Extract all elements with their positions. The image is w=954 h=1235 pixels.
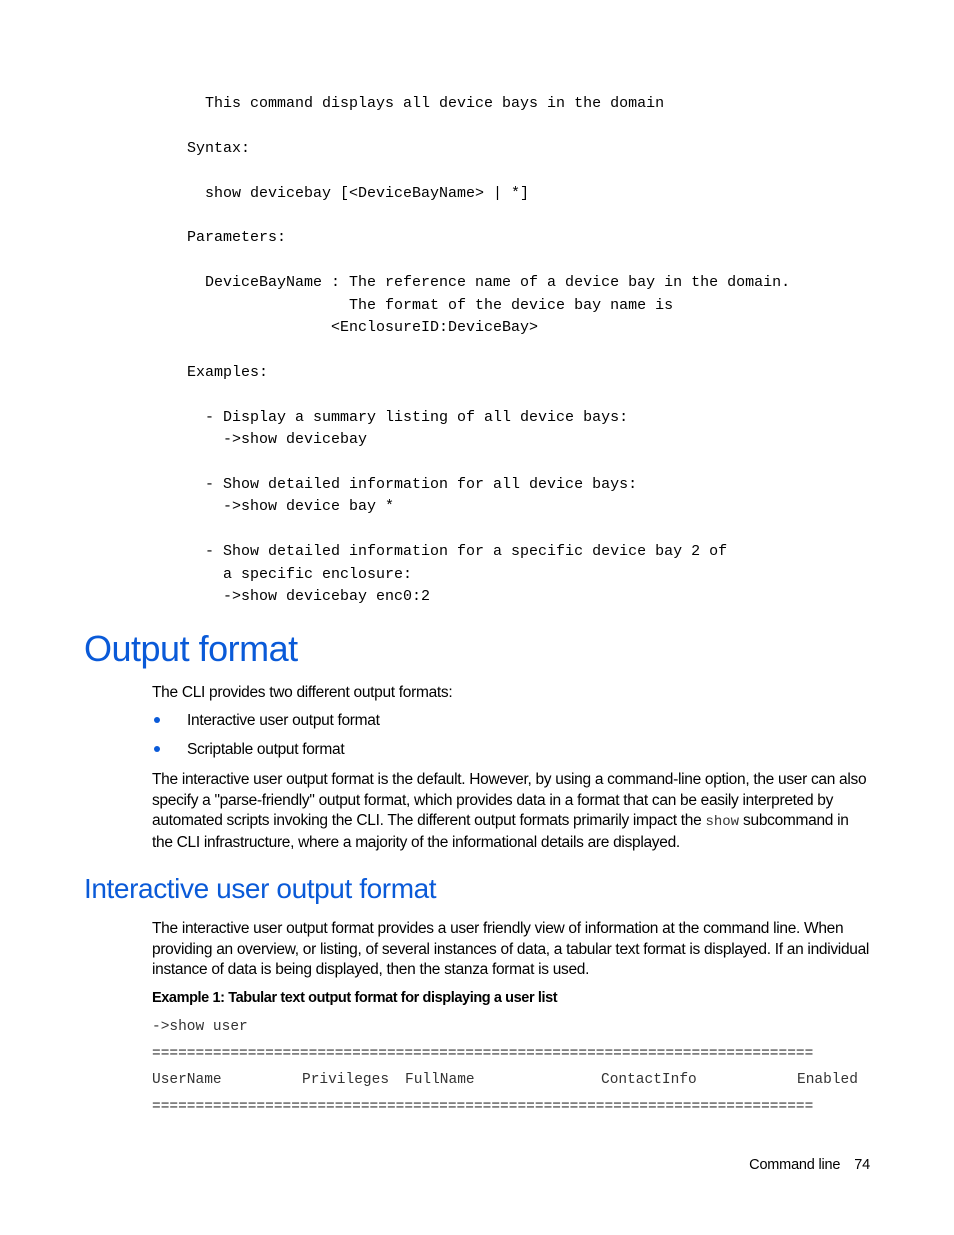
column-header-fullname: FullName [405, 1072, 475, 1088]
column-header-privileges: Privileges [302, 1072, 390, 1088]
page-footer [749, 1157, 870, 1173]
code-line: ->show device bay * [187, 498, 395, 516]
code-line: a specific enclosure: [187, 565, 413, 583]
code-line: The format of the device bay name is [187, 296, 674, 314]
user-table-header [0, 1072, 954, 1094]
column-header-username: UserName [152, 1072, 222, 1088]
code-line: ->show devicebay [187, 431, 368, 449]
code-line: - Display a summary listing of all device bays: [187, 408, 629, 426]
interactive-output-paragraph: The interactive user output format provides a user friendly view of information at the command line. When providing an overview, or listing, of several instances of data, a tabular text format is displayed. If an individual instance of data is being displayed, then the stanza format is used. [152, 920, 870, 978]
table-separator-top: ============================================================================ [152, 1046, 814, 1062]
table-separator-bottom: ============================================================================ [152, 1099, 814, 1115]
bullet-icon [154, 717, 160, 723]
column-header-enabled: Enabled [797, 1072, 858, 1088]
interactive-output-heading: Interactive user output format [84, 873, 437, 904]
code-line: - Show detailed information for a specific device bay 2 of [187, 543, 728, 561]
code-line: Examples: [187, 363, 269, 381]
output-format-intro: The CLI provides two different output formats: [152, 684, 453, 701]
code-line: - Show detailed information for all device bays: [187, 475, 638, 493]
code-line: <EnclosureID:DeviceBay> [187, 319, 539, 337]
paragraph-text: subcommand in the CLI infrastructure, where a majority of the informational details are displayed. [152, 812, 849, 851]
code-line: Parameters: [187, 229, 287, 247]
footer-section-title: Command line [749, 1157, 841, 1173]
command-help-code-block [187, 93, 790, 608]
column-header-contactinfo: ContactInfo [601, 1072, 697, 1088]
list-item-label: Scriptable output format [187, 741, 345, 758]
list-item-label: Interactive user output format [187, 712, 380, 729]
code-line: DeviceBayName : The reference name of a device bay in the domain. [187, 274, 791, 292]
bullet-icon [154, 746, 160, 752]
inline-code-show: show [705, 814, 740, 830]
code-line: ->show devicebay enc0:2 [187, 587, 431, 605]
output-format-paragraph [152, 770, 872, 853]
page-number: 74 [854, 1157, 870, 1173]
output-format-heading: Output format [84, 628, 298, 669]
code-line: This command displays all device bays in the domain [187, 95, 665, 112]
example-caption: Example 1: Tabular text output format for displaying a user list [152, 990, 558, 1006]
code-line: show devicebay [<DeviceBayName> | *] [187, 184, 530, 202]
example-command: ->show user [152, 1019, 248, 1035]
paragraph-text: The interactive user output format is the default. However, by using a command-line option, the user can also specify a "parse-friendly" output format, which provides data in a format that can be easily interpreted by automated scripts invoking the CLI. The different output formats primarily impact the [152, 771, 867, 829]
code-line: Syntax: [187, 139, 251, 157]
